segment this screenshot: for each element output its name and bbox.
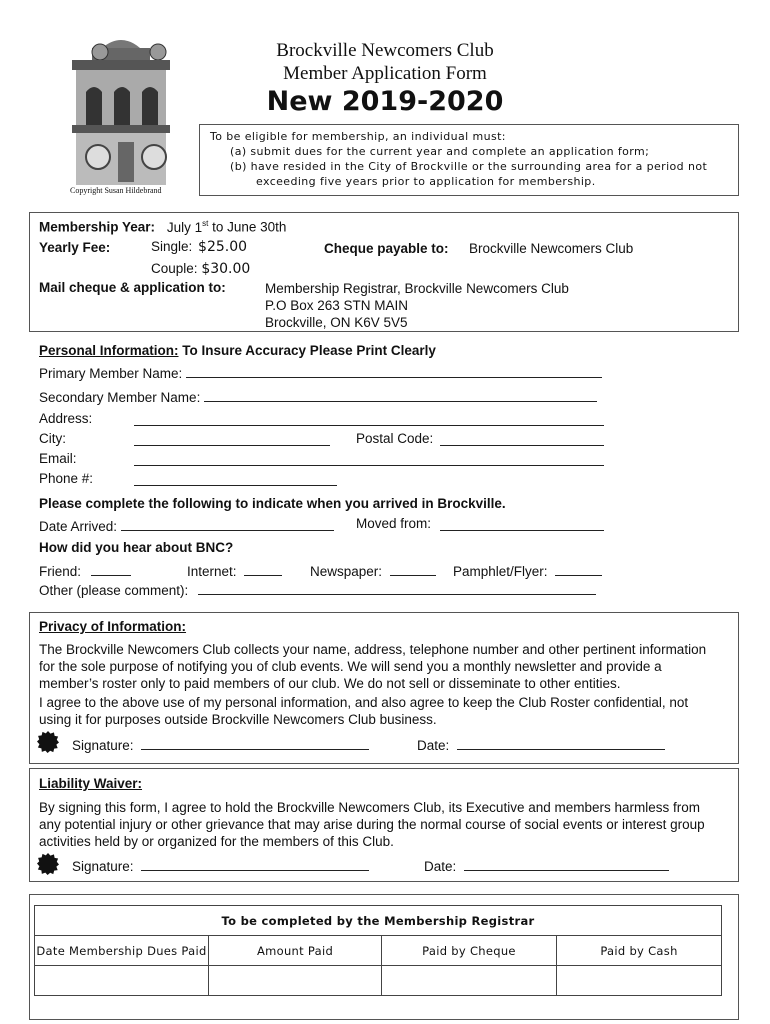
clock-tower-image	[62, 30, 180, 185]
eligibility-box	[199, 124, 739, 196]
registrar-table	[34, 905, 722, 996]
pamphlet-label: Pamphlet/Flyer:	[453, 564, 548, 579]
col-paid-by-cheque: Paid by Cheque	[382, 936, 557, 966]
single-label: Single:	[151, 239, 193, 254]
primary-name-field[interactable]	[186, 363, 602, 378]
eligibility-a: (a) submit dues for the current year and complete an application form;	[230, 145, 650, 158]
eligibility-intro: To be eligible for membership, an individual must:	[210, 130, 506, 143]
waiver-date-label: Date:	[424, 859, 457, 874]
address-field[interactable]	[134, 411, 604, 426]
email-label: Email:	[39, 451, 77, 466]
phone-label: Phone #:	[39, 471, 94, 486]
privacy-p1-line2: for the sole purpose of notifying you of club events. We will send you a monthly newsletter and provide a	[39, 659, 662, 674]
internet-field[interactable]	[244, 561, 282, 576]
pamphlet-field[interactable]	[555, 561, 602, 576]
waiver-signature-label: Signature:	[72, 859, 134, 874]
secondary-name-label: Secondary Member Name:	[39, 390, 201, 405]
hear-heading: How did you hear about BNC?	[39, 540, 234, 555]
privacy-p1-line3: member’s roster only to paid members of our club. We do not sell or disseminate to other entities.	[39, 676, 621, 691]
copyright-caption: Copyright Susan Hildebrand	[70, 186, 162, 195]
privacy-paragraph-2	[39, 694, 739, 728]
couple-fee	[151, 260, 250, 278]
newspaper-field[interactable]	[390, 561, 436, 576]
cheque-label: Cheque payable to:	[324, 241, 449, 256]
other-label: Other (please comment):	[39, 583, 189, 598]
address-line-1: Membership Registrar, Brockville Newcomers Club	[265, 281, 569, 296]
moved-from-label: Moved from:	[356, 516, 432, 531]
privacy-p2-line1: I agree to the above use of my personal information, and also agree to keep the Club Roster confidential, not	[39, 695, 689, 710]
secondary-name-row	[39, 387, 597, 405]
internet-label: Internet:	[187, 564, 237, 579]
membership-year-row	[39, 219, 286, 235]
phone-field[interactable]	[134, 471, 337, 486]
friend-row	[39, 561, 131, 579]
registrar-title: To be completed by the Membership Registrar	[35, 906, 722, 936]
mail-label: Mail cheque & application to:	[39, 280, 226, 295]
internet-row	[187, 561, 282, 579]
col-date-dues-paid: Date Membership Dues Paid	[35, 936, 209, 966]
waiver-line2: any potential injury or other grievance that may arise during the normal course of social events or interest group	[39, 817, 705, 832]
address-label: Address:	[39, 411, 93, 426]
cell-amount-paid[interactable]	[209, 966, 382, 996]
waiver-line1: By signing this form, I agree to hold the Brockville Newcomers Club, its Executive and members harmless from	[39, 800, 701, 815]
couple-amount: $30.00	[201, 261, 251, 277]
newspaper-label: Newspaper:	[310, 564, 383, 579]
col-paid-by-cash: Paid by Cash	[557, 936, 722, 966]
personal-heading	[39, 343, 436, 358]
postal-label: Postal Code:	[356, 431, 434, 446]
arrival-heading: Please complete the following to indicate when you arrived in Brockville.	[39, 496, 506, 511]
privacy-paragraph-1	[39, 641, 739, 692]
privacy-p1-line1: The Brockville Newcomers Club collects your name, address, telephone number and other pertinent information	[39, 642, 707, 657]
friend-label: Friend:	[39, 564, 82, 579]
personal-heading-note: To Insure Accuracy Please Print Clearly	[178, 343, 436, 358]
date-arrived-row	[39, 516, 334, 534]
address-line-2: P.O Box 263 STN MAIN	[265, 298, 409, 313]
club-name: Brockville Newcomers Club	[276, 40, 494, 61]
waiver-date-row	[424, 856, 669, 874]
other-field[interactable]	[198, 580, 596, 595]
moved-from-field[interactable]	[440, 516, 604, 531]
other-row	[39, 580, 596, 598]
secondary-name-field[interactable]	[204, 387, 597, 402]
privacy-date-label: Date:	[417, 738, 450, 753]
eligibility-b: (b) have resided in the City of Brockville or the surrounding area for a period not	[230, 160, 708, 173]
couple-label: Couple:	[151, 261, 198, 276]
privacy-date-row	[417, 735, 665, 753]
cheque-payee: Brockville Newcomers Club	[469, 241, 634, 256]
postal-field[interactable]	[440, 431, 604, 446]
friend-field[interactable]	[91, 561, 131, 576]
privacy-p2-line2: using it for purposes outside Brockville Newcomers Club business.	[39, 712, 437, 727]
privacy-signature-row	[72, 735, 369, 753]
privacy-heading: Privacy of Information:	[39, 619, 187, 634]
year-end: to June 30th	[208, 219, 287, 235]
date-arrived-field[interactable]	[121, 516, 334, 531]
newspaper-row	[310, 561, 436, 579]
privacy-date-field[interactable]	[457, 735, 665, 750]
cell-date-dues-paid[interactable]	[35, 966, 209, 996]
yearly-fee-label: Yearly Fee:	[39, 240, 111, 255]
pamphlet-row	[453, 561, 602, 579]
primary-name-row	[39, 363, 602, 381]
personal-heading-label: Personal Information:	[39, 343, 179, 358]
email-field[interactable]	[134, 451, 604, 466]
waiver-paragraph	[39, 799, 739, 850]
single-amount: $25.00	[198, 239, 248, 255]
eligibility-b-cont: exceeding five years prior to application for membership.	[256, 175, 596, 188]
waiver-signature-field[interactable]	[141, 856, 369, 871]
page-title: New 2019-2020	[266, 86, 504, 117]
form-name: Member Application Form	[283, 63, 487, 84]
cell-paid-by-cash[interactable]	[557, 966, 722, 996]
primary-name-label: Primary Member Name:	[39, 366, 183, 381]
waiver-line3: activities held by or organized for the members of this Club.	[39, 834, 394, 849]
membership-year-label: Membership Year:	[39, 219, 156, 235]
city-field[interactable]	[134, 431, 330, 446]
date-arrived-label: Date Arrived:	[39, 519, 118, 534]
year-start: July 1	[166, 219, 203, 235]
privacy-signature-label: Signature:	[72, 738, 134, 753]
city-label: City:	[39, 431, 66, 446]
waiver-signature-row	[72, 856, 369, 874]
waiver-heading: Liability Waiver:	[39, 776, 143, 791]
year-sup: st	[202, 219, 209, 228]
cell-paid-by-cheque[interactable]	[382, 966, 557, 996]
privacy-signature-field[interactable]	[141, 735, 369, 750]
single-fee	[151, 238, 247, 256]
waiver-date-field[interactable]	[464, 856, 669, 871]
col-amount-paid: Amount Paid	[209, 936, 382, 966]
address-line-3: Brockville, ON K6V 5V5	[265, 315, 408, 330]
